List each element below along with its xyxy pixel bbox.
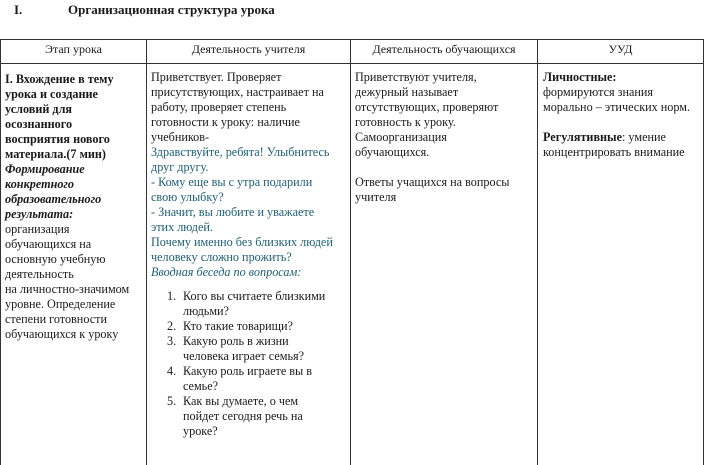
teacher-action-line: учебников-	[151, 130, 210, 144]
students-answers	[355, 175, 535, 205]
teacher-action-line: готовности к уроку: наличие	[151, 115, 300, 129]
uud-cell	[543, 70, 701, 160]
teacher-actions	[151, 70, 349, 145]
column-divider-1	[146, 39, 147, 465]
column-header-teacher: Деятельность учителя	[191, 42, 306, 56]
teacher-cell	[151, 70, 349, 439]
section-title: Организационная структура урока	[68, 2, 275, 17]
personal-line: формируются знания	[543, 85, 654, 99]
stage-cell	[5, 72, 145, 342]
personal-label: Личностные:	[543, 70, 617, 84]
stage-subtitle-line: результата:	[5, 207, 74, 221]
teacher-greeting-line: Почему именно без близких людей	[151, 235, 333, 249]
list-item	[151, 289, 349, 319]
table-top-border	[0, 39, 704, 40]
question-line: Как вы думаете, о чем	[183, 394, 299, 408]
stage-subtitle	[5, 162, 145, 222]
header-bottom-border	[0, 63, 704, 64]
stage-description-line: обучающихся к уроку	[5, 327, 119, 341]
stage-title-line: условий для	[5, 102, 73, 116]
stage-title	[5, 72, 145, 162]
stage-title-line: материала.(7 мин)	[5, 147, 106, 161]
teacher-greeting-line: Здравствуйте, ребята! Улыбнитесь	[151, 145, 330, 159]
stage-description-line: основную учебную	[5, 252, 106, 266]
question-line: Какую роль в жизни	[183, 334, 289, 348]
question-number: 3.	[167, 334, 177, 348]
stage-description-line: на личностно-значимом	[5, 282, 130, 296]
students-activity-line: Приветствуют учителя,	[355, 70, 477, 84]
question-list	[151, 289, 349, 439]
column-divider-2	[350, 39, 351, 465]
stage-subtitle-line: образовательного	[5, 192, 102, 206]
students-answer-line: Ответы учащихся на вопросы	[355, 175, 510, 189]
teacher-action-line: Приветствует. Проверяет	[151, 70, 282, 84]
students-activity-line: дежурный называет	[355, 85, 459, 99]
stage-description	[5, 222, 145, 342]
column-header-uud: УУД	[608, 42, 633, 56]
students-cell	[355, 70, 535, 205]
stage-title-line: осознанного	[5, 117, 73, 131]
stage-description-line: деятельность	[5, 267, 74, 281]
regulative-label: Регулятивные	[543, 130, 622, 144]
question-line: семье?	[183, 379, 219, 393]
column-header-stage: Этап урока	[45, 42, 102, 56]
teacher-greeting-line: человеку сложно прожить?	[151, 250, 292, 264]
list-item	[151, 334, 349, 364]
intro-conversation: Вводная беседа по вопросам:	[151, 265, 302, 279]
question-line: пойдет сегодня речь на	[183, 409, 303, 423]
students-activity-line: Самоорганизация	[355, 130, 447, 144]
regulative-line-2: концентрировать внимание	[543, 145, 685, 159]
teacher-greeting-line: - Кому еще вы с утра подарили	[151, 175, 313, 189]
stage-description-line: уровне. Определение	[5, 297, 116, 311]
personal-line: морально – этических норм.	[543, 100, 691, 114]
stage-subtitle-line: конкретного	[5, 177, 75, 191]
stage-description-line: организация	[5, 222, 70, 236]
column-header-students: Деятельность обучающихся	[372, 42, 516, 56]
stage-title-line: I. Вхождение в тему	[5, 72, 114, 86]
question-line: людьми?	[183, 304, 229, 318]
teacher-action-line: присутствующих, настраивает на	[151, 85, 324, 99]
stage-description-line: степени готовности	[5, 312, 107, 326]
stage-description-line: обучающихся на	[5, 237, 92, 251]
teacher-greeting-line: друг другу.	[151, 160, 209, 174]
column-divider-3	[537, 39, 538, 465]
question-number: 1.	[167, 289, 177, 303]
list-item	[151, 364, 349, 394]
question-number: 2.	[167, 319, 177, 333]
question-line: человека играет семья?	[183, 349, 305, 363]
stage-subtitle-line: Формирование	[5, 162, 85, 176]
question-number: 5.	[167, 394, 177, 408]
stage-title-line: урока и создание	[5, 87, 98, 101]
question-line: Кто такие товарищи?	[183, 319, 293, 333]
teacher-greeting-line: этих людей.	[151, 220, 213, 234]
question-number: 4.	[167, 364, 177, 378]
question-line: Какую роль играете вы в	[183, 364, 313, 378]
list-item	[151, 394, 349, 439]
question-line: уроке?	[183, 424, 218, 438]
question-line: Кого вы считаете близкими	[183, 289, 326, 303]
stage-title-line: восприятия нового	[5, 132, 110, 146]
list-item	[151, 319, 349, 334]
students-answer-line: учителя	[355, 190, 397, 204]
students-activity-line: обучающихся.	[355, 145, 430, 159]
table-left-border	[0, 39, 1, 465]
students-activity	[355, 70, 535, 160]
students-activity-line: отсутствующих, проверяют	[355, 100, 499, 114]
regulative-text: : умение	[622, 130, 666, 144]
students-activity-line: готовность к уроку.	[355, 115, 456, 129]
teacher-greeting	[151, 145, 349, 280]
regulative-line	[543, 130, 701, 145]
teacher-greeting-line: свою улыбку?	[151, 190, 224, 204]
teacher-action-line: работу, проверяет степень	[151, 100, 287, 114]
teacher-greeting-line: - Значит, вы любите и уважаете	[151, 205, 315, 219]
section-number: I.	[14, 2, 23, 17]
